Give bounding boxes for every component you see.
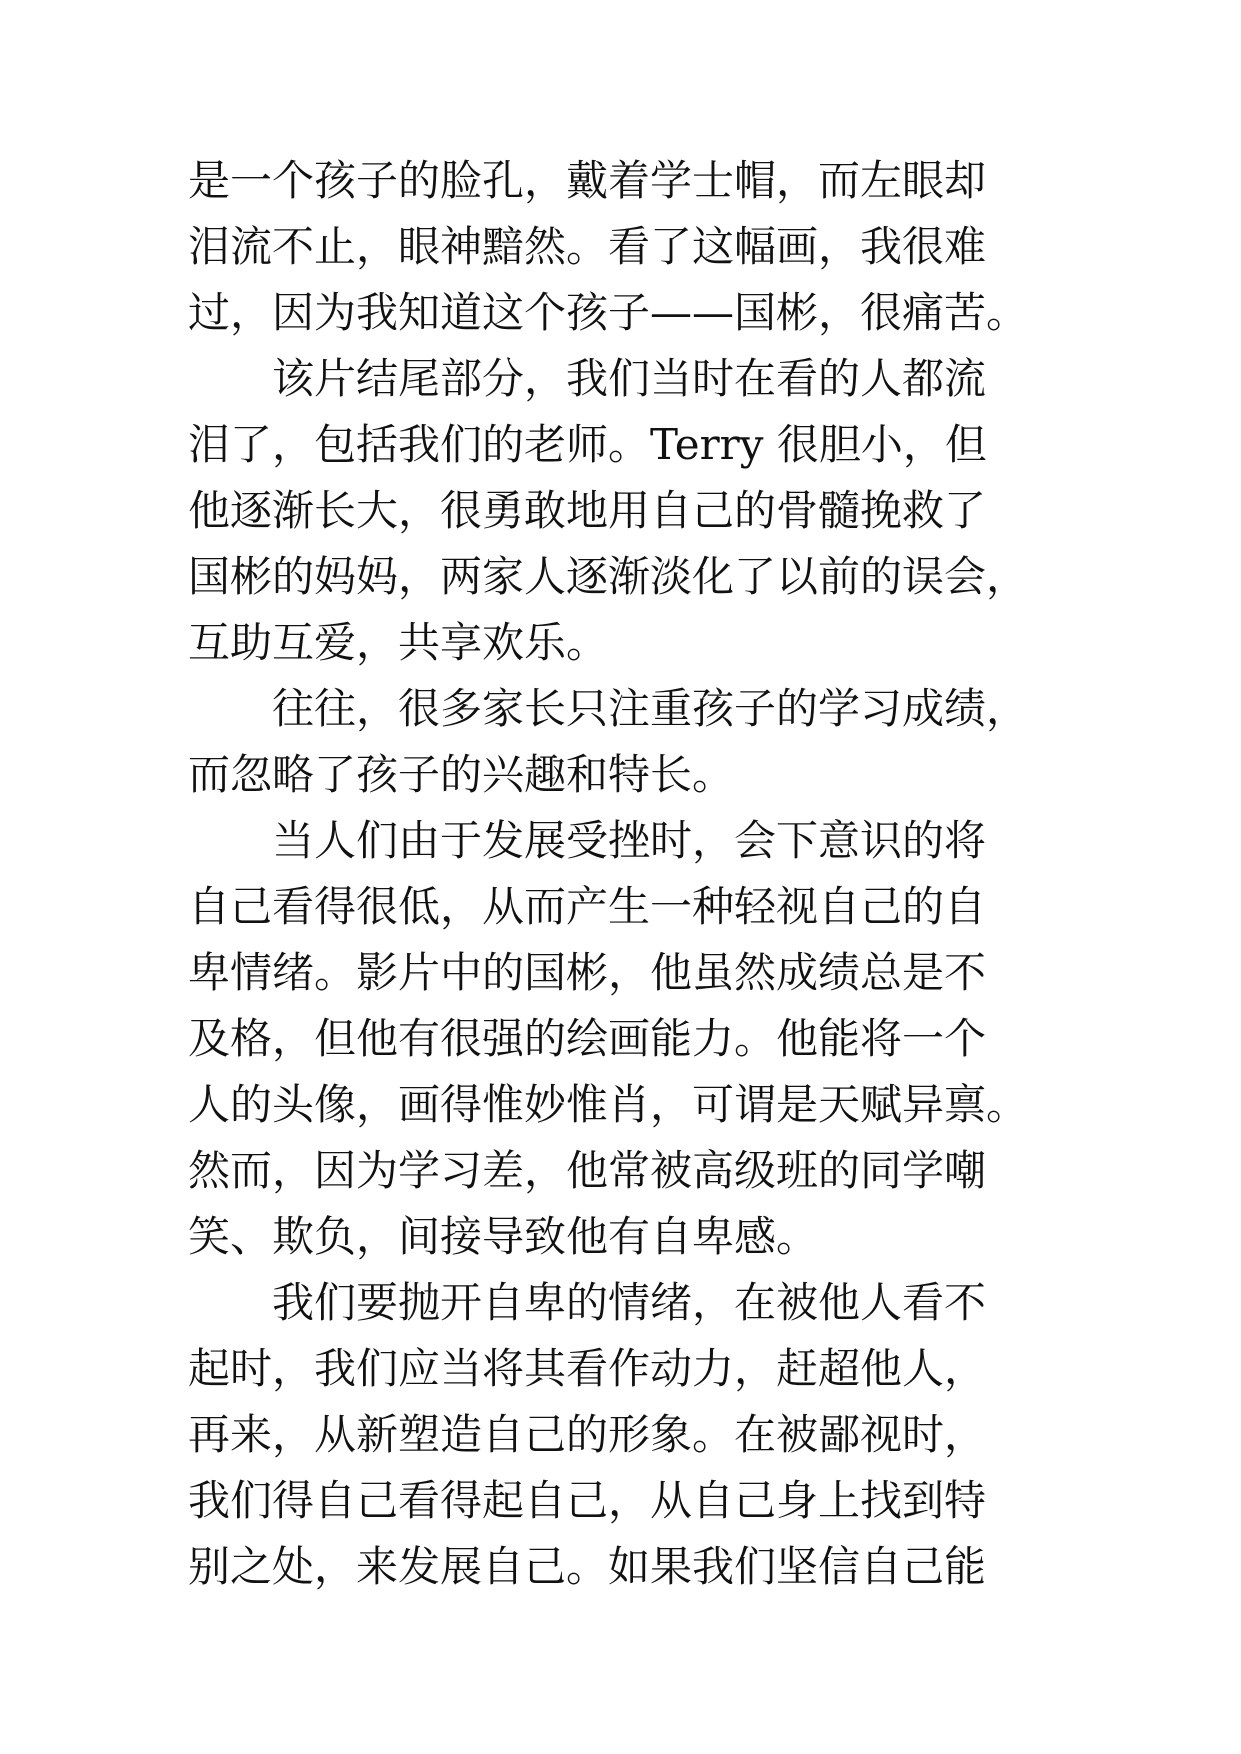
text-line: 及格，但他有很强的绘画能力。他能将一个 bbox=[188, 1014, 987, 1063]
paragraph-first-line: 我们要抛开自卑的情绪，在被他人看不 bbox=[272, 1278, 987, 1327]
text-line: 泪了，包括我们的老师。Terry 很胆小，但 bbox=[188, 420, 987, 469]
text-line: 卑情绪。影片中的国彬，他虽然成绩总是不 bbox=[188, 948, 987, 997]
text-line: 互助互爱，共享欢乐。 bbox=[188, 618, 609, 667]
paragraph-first-line: 当人们由于发展受挫时，会下意识的将 bbox=[272, 816, 987, 865]
text-line: 他逐渐长大，很勇敢地用自己的骨髓挽救了 bbox=[188, 486, 987, 535]
text-line: 起时，我们应当将其看作动力，赶超他人， bbox=[188, 1344, 987, 1393]
text-line: 然而，因为学习差，他常被高级班的同学嘲 bbox=[188, 1146, 987, 1195]
text-line: 是一个孩子的脸孔，戴着学士帽，而左眼却 bbox=[188, 156, 987, 205]
text-line: 人的头像，画得惟妙惟肖，可谓是天赋异禀。 bbox=[188, 1080, 1029, 1129]
text-line: 过，因为我知道这个孩子——国彬，很痛苦。 bbox=[188, 288, 1029, 337]
text-line: 再来，从新塑造自己的形象。在被鄙视时， bbox=[188, 1410, 987, 1459]
text-line: 别之处，来发展自己。如果我们坚信自己能 bbox=[188, 1542, 987, 1591]
text-line: 国彬的妈妈，两家人逐渐淡化了以前的误会， bbox=[188, 552, 1029, 601]
document-body bbox=[188, 148, 1058, 1600]
text-line: 泪流不止，眼神黯然。看了这幅画，我很难 bbox=[188, 222, 987, 271]
text-line: 自己看得很低，从而产生一种轻视自己的自 bbox=[188, 882, 987, 931]
paragraph-first-line: 往往，很多家长只注重孩子的学习成绩， bbox=[272, 684, 1029, 733]
paragraph-first-line: 该片结尾部分，我们当时在看的人都流 bbox=[272, 354, 987, 403]
text-line: 而忽略了孩子的兴趣和特长。 bbox=[188, 750, 735, 799]
text-line: 我们得自己看得起自己，从自己身上找到特 bbox=[188, 1476, 987, 1525]
text-line: 笑、欺负，间接导致他有自卑感。 bbox=[188, 1212, 819, 1261]
